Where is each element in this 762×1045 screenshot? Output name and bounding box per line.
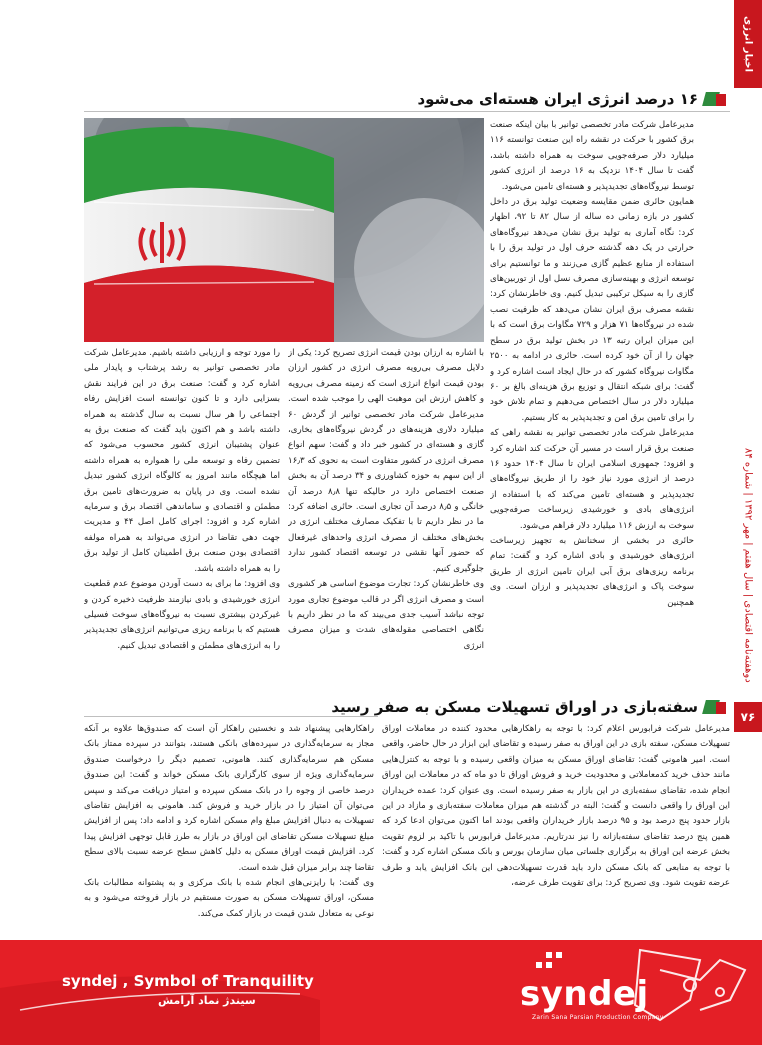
article1-column-middle: [288, 346, 484, 660]
paragraph: وی گفت: با رایزنی‌های انجام شده با بانک مرکزی و به پشتوانه مطالبات بانک مسکن، اوراق تسهیلات مسکن به صورت مستقیم در بازار فروخته می‌شود و به نوعی به متعادل شدن قیمت در بازار کمک می‌کند.: [84, 878, 374, 919]
page-number: ۷۶: [734, 702, 762, 732]
section-tab-label: اخبار انرژی: [742, 15, 754, 73]
article2-title-row: [331, 698, 726, 716]
issue-info-text: دوهفته‌نامه اقتصادی | سال هفتم | مهر ۱۳۹۲ | شماره ۸۴: [742, 447, 754, 683]
article2-title-rule: [84, 716, 378, 717]
paragraph: مدیرعامل شرکت مادر تخصصی توانیر با بیان اینکه صنعت برق کشور با حرکت در نقشه راه این صنعت توانسته ۱۱۶ میلیارد دلار صرفه‌جویی سوخت به همراه داشته باشد، گفت تا سال ۱۴۰۴ نزدیک به ۱۶ درصد از انرژی کشور توسط نیروگاه‌های تجدیدپذیر و هسته‌ای تامین می‌شود.: [490, 120, 694, 192]
article2-title: سفته‌بازی در اوراق تسهیلات مسکن به صفر رسید: [331, 698, 698, 716]
issue-info: [736, 440, 760, 690]
article1-title-rule: [84, 111, 730, 112]
section-logo-icon: [704, 90, 726, 108]
brand-subtitle: Zarin Sana Parsian Production Company: [532, 1014, 664, 1021]
paragraph: حائری در بخشی از سخنانش به تجهیز زیرساخت انرژی‌های خورشیدی و بادی اشاره کرد و گفت: تمام برنامه ریزی‌های برق آبی ایران تامین انرژی از طریق سوخت پاک و انرژی‌های تجدیدپذیر و ارزان است. وی همچنین: [490, 535, 694, 608]
paragraph: وی خاطرنشان کرد: تجارت موضوع اساسی هر کشوری است و مصرف انرژی اگر در قالب موضوع تجاری مورد توجه نباشد آسیب جدی می‌بیند که ما در نظر داریم با نگاهی اختصاصی مقوله‌های شدت و میزان مصرف انرژی: [288, 579, 484, 651]
brand-logo: syndej: [520, 974, 649, 1014]
paragraph: با اشاره به ارزان بودن قیمت انرژی تصریح کرد: یکی از دلایل مصرف بی‌رویه مصرف انرژی در کشور ارزان بودن قیمت انواع انرژی است که زمینه مصرف بی‌رویه و کاهش ارزش این موهبت الهی را موجب شده است. مدیرعامل شرکت مادر تخصصی توانیر از گردش ۶۰ میلیارد دلاری هزینه‌های در گردش نیروگاه‌های بخاری، گازی و هسته‌ای در کشور خبر داد و گفت: سهم انواع مصرف انرژی در کشور متفاوت است به نحوی که ۱۶٫۳ از این سهم به حوزه کشاورزی و ۳۴ درصد آن به بخش صنعت اختصاص دارد در حالیکه تنها ۸٫۸ درصد آن خانگی و ۸٫۵ درصد آن تجاری است. حائری اضافه کرد: ما در نظر داریم تا با تفکیک مصارف مختلف انرژی در بخش‌های مختلف از مصرف انرژی واحدهای غیرفعال که حضور آنها نقشی در توسعه اقتصاد کشور ندارد جلوگیری کنیم.: [288, 348, 484, 574]
article2-column-right: [382, 722, 730, 934]
iran-flag-photo: [84, 118, 484, 342]
right-sidebar: [734, 0, 762, 960]
footer-ad: [0, 940, 762, 1045]
paragraph: راهکارهایی پیشنهاد شد و نخستین راهکار آن است که صندوق‌ها علاوه بر آنکه مجاز به سرمایه‌گذاری در سپرده‌های بانکی هستند، بتوانند در سپرده ممتاز بانک مسکن هم سرمایه‌گذاری کنند. هامونی، تصمیم دیگر را درخواست صندوق سرمایه‌گذاری ویژه از سوی کارگزاری بانک مسکن خواند و گفت: این صندوق درصد خاصی از وجوه را در بانک مسکن سپرده و امتیاز دریافت می‌کند و سپس می‌توان آن امتیاز را در بازار خرید و فروش کند. هامونی به افزایش تقاضای تسهیلات به دنبال افزایش مبلغ وام مسکن اشاره کرد و ادامه داد: پس از افزایش مبلغ تسهیلات مسکن تقاضای این اوراق در بازار به طرز قابل توجهی افزایش پیدا کرد. افزایش قیمت اوراق مسکن به دلیل کاهش سطح عرضه نسبت بالای سطح تقاضا چند برابر میزان قبل شده است.: [84, 724, 374, 873]
paragraph: مدیرعامل شرکت فرابورس اعلام کرد: با توجه به راهکارهایی محدود کننده در معاملات اوراق تسهیلات مسکن، سفته بازی در این اوراق به صفر رسیده و تقاضای این ابزار در حال حاضر، واقعی است. امیر هامونی گفت: تقاضای اوراق مسکن به میزان واقعی رسیده و با توجه به کنترل‌هایی مانند حذف خرید کدمعاملاتی و محدودیت خرید و فروش اوراق تا دو ماه که در معاملات این اوراق انجام شده، تقاضای سفته‌بازی در این بازار به صفر رسیده است. وی عنوان کرد: عمده خریداران این اوراق را واقعی دانست و گفت: البته در گذشته هم میزان معاملات سفته‌بازی و مازاد در این بازار حدود پنج درصد بود و ۹۵ درصد بازار خریداران واقعی بودند اما اکنون می‌توان ادعا کرد که همین پنج درصد تقاضای سفته‌بازانه را نیز ندرتاریم. مدیرعامل فرابورس با تاکید بر لزوم تقویت بخش عرضه این اوراق به برگزاری جلساتی میان سازمان بورس و بانک مسکن اشاره کرد و گفت: با توجه به منابعی که بانک مسکن دارد باید قدرت تسهیلات‌دهی این بانک افزایش یابد و طرف عرضه تقویت شود. وی تصریح کرد: برای تقویت طرف عرضه،: [382, 724, 730, 889]
article2-column-left: [84, 722, 374, 934]
article1-title-row: [417, 90, 726, 108]
article1-column-left: [84, 346, 280, 660]
paragraph: همایون حائری ضمن مقایسه وضعیت تولید برق در داخل کشور در بازه زمانی ده ساله از سال ۸۲ تا ۹۲، اظهار کرد: نگاه آماری به تولید برق نشان می‌دهد نیروگاه‌های حرارتی در یک دهه گذشته حرف اول در تولید برق را با استفاده از منابع عظیم گازی می‌زنند و ما توانستیم برای توسعه انرژی و بهینه‌سازی مصرف نسل اول از توربین‌های گازی را به سیکل ترکیبی تبدیل کنیم. وی خاطرنشان کرد: نقشه مصرف برق ایران نشان می‌دهد که ظرفیت نصب شده در نیروگاه‌ها ۷۱ هزار و ۷۲۹ مگاوات برق است که با این میزان ایران رتبه ۱۳ در بخش تولید برق در سطح جهان را از آن خود کرده است. حائری در ادامه به ۲۵۰۰ مگاوات نیروگاه کشور که در حال ایجاد است اشاره کرد و گفت: برای شبکه انتقال و توزیع برق هزینه‌ای بالغ بر ۶۰ میلیارد دلار در سال اختصاص می‌دهیم و تمام تلاش خود را برای تامین برق امن و تجدیدپذیر به کار بستیم.: [490, 197, 694, 423]
section-tab: [734, 0, 762, 88]
slogan-persian: سیندژ نماد آرامش: [158, 994, 256, 1007]
article1-title: ۱۶ درصد انرژی ایران هسته‌ای می‌شود: [417, 90, 698, 108]
paragraph: مدیرعامل شرکت مادر تخصصی توانیر به نقشه راهی که صنعت برق قرار است در مسیر آن حرکت کند اشاره کرد و افزود: جمهوری اسلامی ایران تا سال ۱۴۰۴ حدود ۱۶ درصد از انرژی مورد نیاز خود را از طریق نیروگاه‌های تجدیدپذیر و هسته‌ای تامین می‌کند که با استفاده از انرژی‌های بادی و خورشیدی زیرساخت صرفه‌جویی سوخت به ارزش ۱۱۶ میلیارد دلار فراهم می‌شود.: [490, 428, 694, 531]
paragraph: وی افزود: ما برای به دست آوردن موضوع عدم قطعیت انرژی خورشیدی و بادی نیازمند ظرفیت ذخیره کردن و غیرکردن بیشتری نسبت به نیروگاه‌های سوخت فسیلی هستیم که با برنامه ریزی می‌توانیم انرژی‌های تجدیدپذیر را به انرژی‌های مطمئن و اقتصادی تبدیل کنیم.: [84, 579, 280, 651]
article1-column-right: [490, 118, 694, 660]
iran-flag-image: [84, 118, 484, 342]
paragraph: را مورد توجه و ارزیابی داشته باشیم. مدیرعامل شرکت مادر تخصصی توانیر به رشد پرشتاب و پایدار ملی اشاره کرد و گفت: صنعت برق در این فرایند نقش بسزایی دارد و تا کنون توانسته است افزایش رفاه اجتماعی را هر سال نسبت به سال گذشته به همراه داشته باشد و هم اکنون باید گفت که صنعت برق به عنوان پشتیبان انرژی کشور محسوب می‌شود که تضمین رفاه و توسعه ملی را همواره به همراه داشته اما هیچگاه مانند امروز به کالوگاه انرژی کشور تبدیل نشده است. وی در پایان به ضرورت‌های تامین برق مطمئن و اقتصادی و ساماندهی اقتصاد برق و سرمایه اشاره کرد و افزود: اجرای کامل اصل ۴۴ و مدیریت جهت دهی تقاضا در انرژی می‌تواند به همراه مولفه اقتصادی بودن صنعت برق اطمینان کامل از تولید برق را به همراه داشته باشد.: [84, 348, 280, 574]
slogan-english: syndej , Symbol of Tranquility: [62, 972, 314, 990]
section-logo-icon: [704, 698, 726, 716]
